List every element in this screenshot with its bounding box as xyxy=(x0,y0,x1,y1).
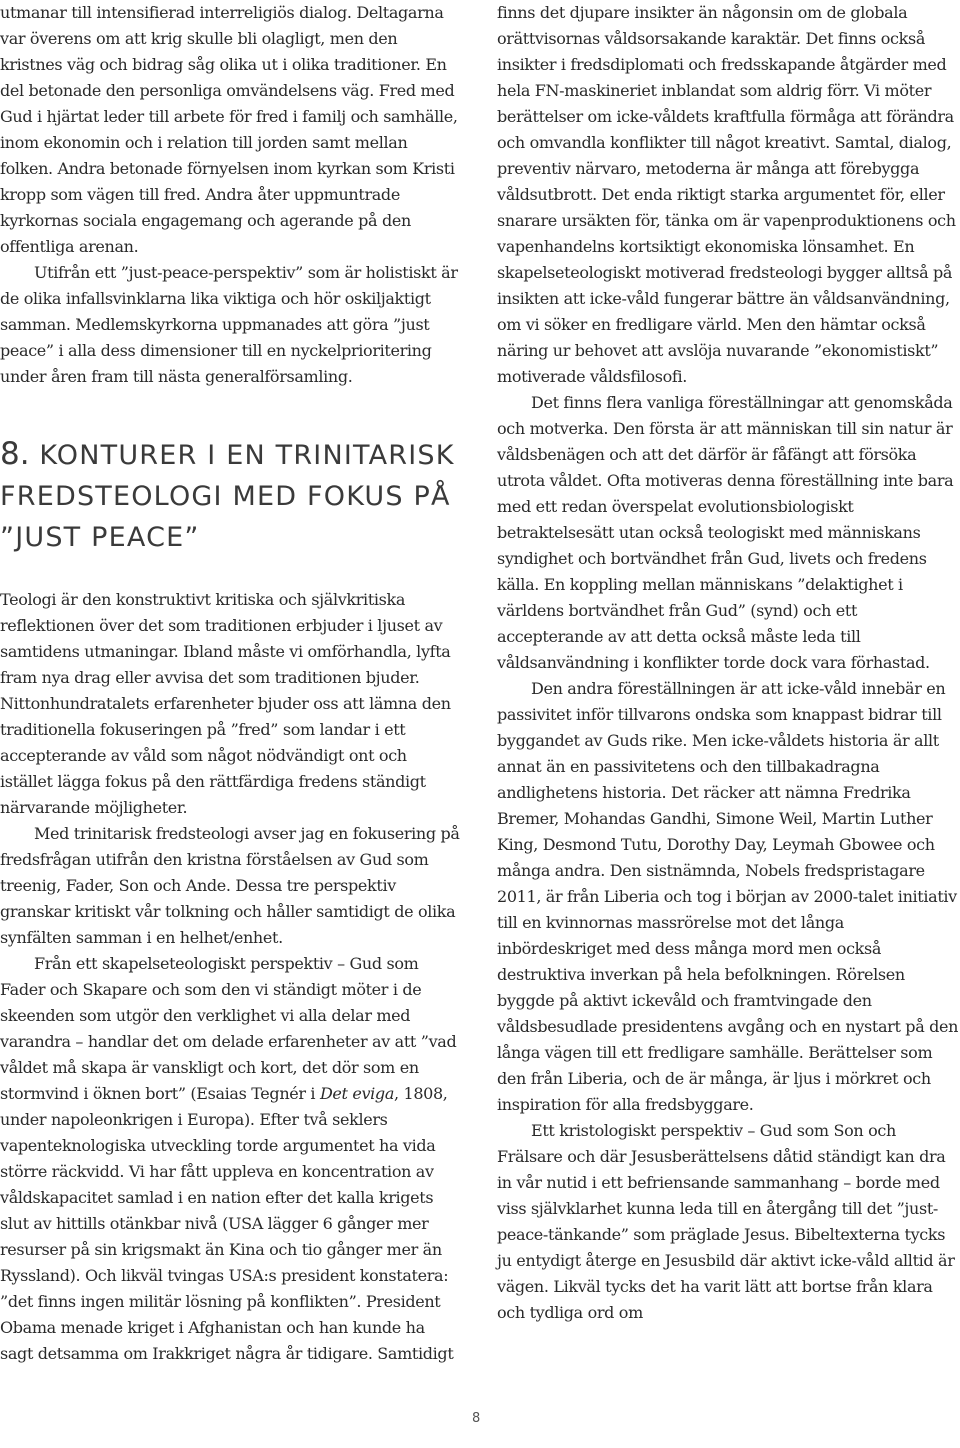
page-number: 8 xyxy=(472,1411,481,1426)
section-title: KONTURER I EN TRINITARISK FREDSTEOLOGI MED FOKUS PÅ ”JUST PEACE” xyxy=(0,440,455,553)
left-column xyxy=(0,0,462,1367)
paragraph: Med trinitarisk fredsteologi avser jag en fokusering på fredsfrågan utifrån den kristna förståelsen av Gud som treenig, Fader, Son och Ande. Dessa tre perspektiv granskar kritiskt vår tolkning och håller samtidigt de olika synfälten samman i en helhet/enhet. xyxy=(0,824,460,947)
paragraph-text: , 1808, under napoleonkrigen i Europa). Efter två seklers vapenteknologiska utveckling torde argumentet ha vida större räckvidd. Vi har fått uppleva en koncentration av våldskapacitet samlad i en nation efter det kalla krigets slut av hittills otänkbar nivå (USA lägger 6 gånger mer resurser på sin krigsmakt än Kina och tio gånger mer än Ryssland). Och likväl tvingas USA:s president konstatera: ”det finns ingen militär lösning på konflikten”. President Obama menade kriget i Afghanistan och han kunde ha sagt detsamma om Irakkriget några år tidigare. Samtidigt xyxy=(0,1084,454,1363)
paragraph: Utifrån ett ”just-peace-perspektiv” som är holistiskt är de olika infallsvinklarna lika viktiga och hör oskiljaktigt samman. Medlemskyrkorna uppmanades att göra ”just peace” i alla dess dimensioner till en nyckelprioritering under åren fram till nästa generalförsamling. xyxy=(0,263,458,386)
section-heading xyxy=(0,434,462,558)
paragraph: utmanar till intensifierad interreligiös dialog. Deltagarna var överens om att krig skulle bli olagligt, men den kristnes väg och bidrag såg olika ut i olika traditioner. En del betonade den personliga omvändelsens väg. Fred med Gud i hjärtat leder till arbete för fred i familj och samhälle, inom ekonomin och i relation till jorden samt mellan folken. Andra betonade förnyelsen inom kyrkan som Kristi kropp som vägen till fred. Andra åter uppmuntrade kyrkornas sociala engagemang och agerande på den offentliga arenan. xyxy=(0,3,458,256)
paragraph: Den andra föreställningen är att icke-våld innebär en passivitet inför tillvarons ondska som knappast bidrar till byggandet av Guds rike. Men icke-våldets historia är allt annat än en passivitetens och den tillbakadragna andlighetens historia. Det räcker att nämna Fredrika Bremer, Mohandas Gandhi, Simone Weil, Martin Luther King, Desmond Tutu, Dorothy Day, Leymah Gbowee och många andra. Den sistnämnda, Nobels fredspristagare 2011, är från Liberia och tog i början av 2000-talet initiativ till en kvinnornas massrörelse mot det långa inbördeskriget med dess många mord men också destruktiva inverkan på hela befolkningen. Rörelsen byggde på aktivt ickevåld och framtvingade den våldsbesudlade presidentens avgång och en nystart på den långa vägen till ett fredligare samhälle. Berättelser som den från Liberia, och de är många, är ljus i mörkret och inspiration för alla fredsbyggare. xyxy=(497,679,959,1114)
right-column xyxy=(497,0,960,1326)
paragraph: finns det djupare insikter än någonsin om de globala orättvisornas våldsorsakande karaktär. Det finns också insikter i fredsdiplomati och fredsskapande åtgärder med hela FN-maskineriet inblandat som aldrig förr. Vi möter berättelser om icke-våldets kraftfulla förmåga att förändra och omvandla konflikter till något kreativt. Samtal, dialog, preventiv närvaro, metoderna är många att förebygga våldsutbrott. Det enda riktigt starka argumentet för, eller snarare ursäkten för, tänka om är vapenproduktionens och vapenhandelns kortsiktigt ekonomiska lönsamhet. En skapelseteologiskt motiverad fredsteologi bygger alltså på insikten att icke-våld fungerar bättre än våldsanvändning, om vi söker en fredligare värld. Men den hämtar också näring ur behovet att avslöja nuvarande ”ekonomistiskt” motiverade våldsfilosofi. xyxy=(497,3,956,386)
paragraph: Teologi är den konstruktivt kritiska och självkritiska reflektionen över det som traditionen erbjuder i ljuset av samtidens utmaningar. Ibland måste vi omförhandla, lyfta fram nya drag eller avvisa det som traditionen bjuder. Nittonhundratalets erfarenheter bjuder oss att lämna den traditionella fokuseringen på ”fred” som landar i ett accepterande av våld som något nödvändigt ont och istället lägga fokus på den rättfärdiga fredens ständigt närvarande möjligheter. xyxy=(0,590,451,817)
section-number: 8. xyxy=(0,436,30,472)
book-title: Det eviga xyxy=(319,1084,395,1103)
paragraph xyxy=(0,951,462,1367)
paragraph: Ett kristologiskt perspektiv – Gud som Son och Frälsare och där Jesusberättelsens dåtid ständigt kan dra in vår nutid i ett befriensande sammanhang – borde med viss självklarhet kunna leda till en återgång till det ”just-peace-tänkande” som präglade Jesus. Bibeltexterna tycks ju entydigt återge en Jesusbild där aktivt icke-våld alltid är vägen. Likväl tycks det ha varit lätt att bortse från klara och tydliga ord om xyxy=(497,1121,955,1322)
paragraph: Det finns flera vanliga föreställningar att genomskåda och motverka. Den första är att människan till sin natur är våldsbenägen och att det därför är fåfängt att försöka utrota våldet. Ofta motiveras denna föreställning inte bara med ett redan överspelat evolutionsbiologiskt betraktelsesätt utan också teologiskt med människans syndighet och bortvändhet från Gud, livets och fredens källa. En koppling mellan människans ”delaktighet i världens bortvändhet från Gud” (synd) och ett accepterande av att detta också måste leda till våldsanvändning i konflikter torde dock vara förhastad. xyxy=(497,393,954,672)
paragraph-text: Från ett skapelseteologiskt perspektiv – Gud som Fader och Skapare och som den vi ständigt möter i de skeenden som utgör den verklighet vi alla delar med varandra – handlar det om delade erfarenheter av att ”vad våldet må skapa är vanskligt och kort, det dör som en stormvind i öknen bort” (Esaias Tegnér i xyxy=(0,954,457,1103)
